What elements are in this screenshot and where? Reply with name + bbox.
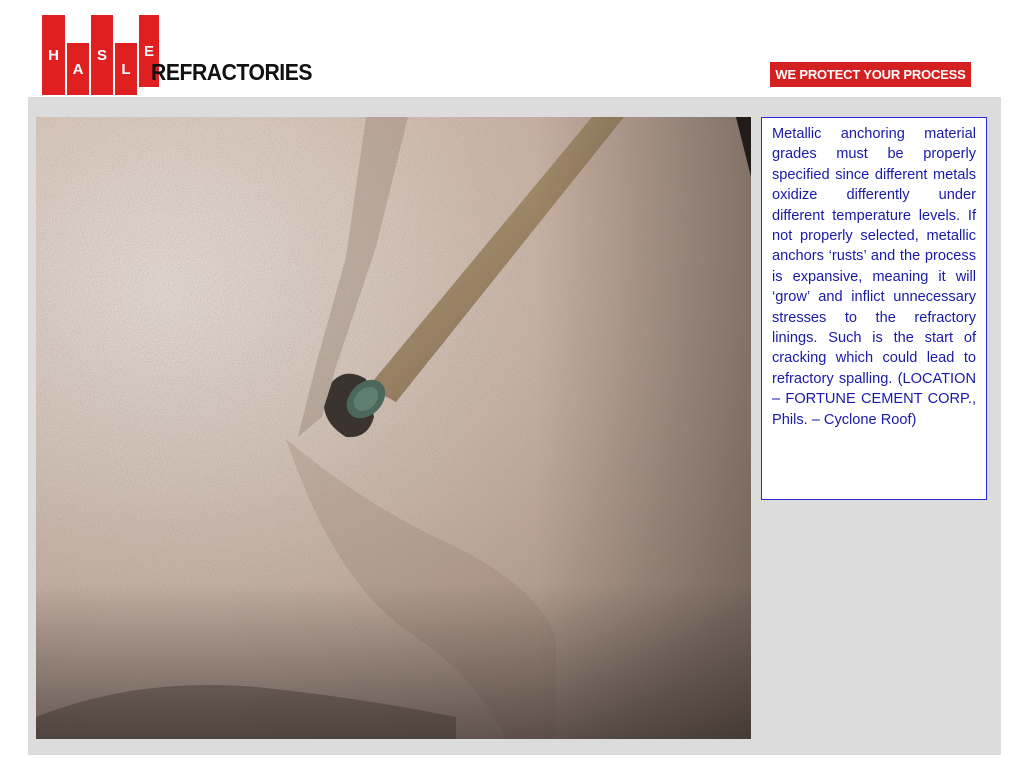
tagline-banner: WE PROTECT YOUR PROCESS <box>770 62 971 87</box>
content-panel <box>28 97 1001 755</box>
logo-letter-a: A <box>67 43 89 95</box>
logo-letter-s: S <box>91 15 113 95</box>
logo-letter-e: E <box>139 15 159 87</box>
hasle-refractories-logo <box>42 15 332 95</box>
logo-wordmark: REFRACTORIES <box>151 59 313 85</box>
logo-letter-h: H <box>42 15 65 95</box>
header <box>0 0 1024 97</box>
caption-box <box>761 117 987 500</box>
logo-letter-l: L <box>115 43 137 95</box>
caption-text: Metallic anchoring material grades must be properly specified since different metals oxidize differently under different temperature levels. If not properly selected, metallic anchors ‘rusts’ and the process is expansive, meaning it will ‘grow’ and inflict unnecessary stresses to the refractory linings. Such is the start of cracking which could lead to refractory spalling. (LOCATION – FORTUNE CEMENT CORP., Phils. – Cyclone Roof) <box>772 126 976 428</box>
refractory-anchor-photo <box>36 117 751 739</box>
